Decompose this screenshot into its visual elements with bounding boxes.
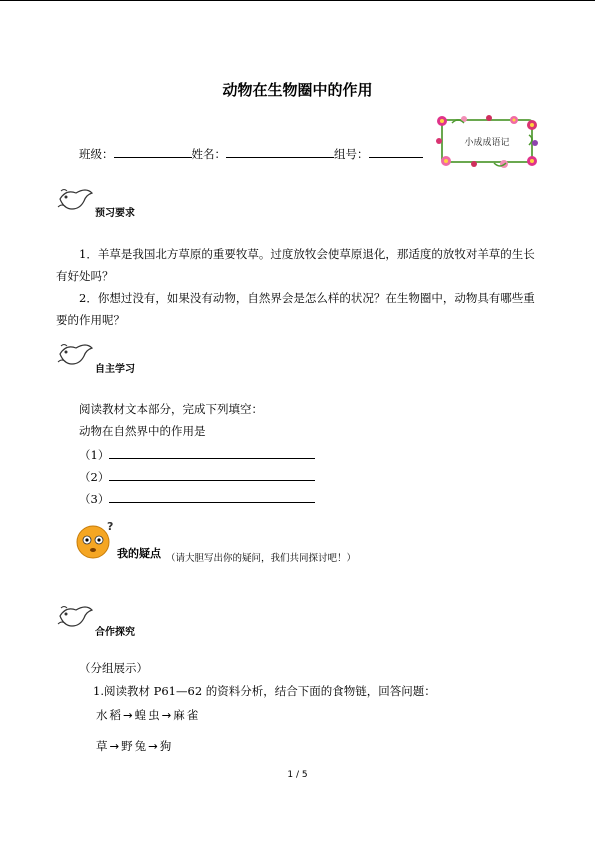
group-label: 组号： [334, 147, 369, 161]
bird-icon [56, 340, 96, 370]
page-title: 动物在生物圈中的作用 [222, 81, 373, 99]
name-label: 姓名： [191, 147, 226, 161]
bird-icon [56, 185, 96, 215]
food-chain-2: 草→野兔→狗 [96, 739, 174, 753]
questions-hint: （请大胆写出你的疑问，我们共同探讨吧！） [166, 553, 357, 564]
preview-item-1: 1．羊草是我国北方草原的重要牧草。过度放牧会使草原退化，那适度的放牧对羊草的生长有好处吗？ [56, 247, 535, 283]
food-chain-1: 水稻→蝗虫→麻雀 [96, 708, 201, 722]
group-show-label: （分组展示） [79, 661, 148, 675]
top-rule [0, 0, 595, 1]
bird-icon [56, 602, 96, 632]
blank-label-1: （1） [79, 448, 110, 462]
section-self-study-title: 自主学习 [95, 364, 135, 375]
badge-text: 小成成语记 [464, 138, 510, 148]
cooperate-task: 1.阅读教材 P61—62 的资料分析，结合下面的食物链，回答问题： [93, 684, 436, 698]
section-questions-title: 我的疑点 [117, 547, 161, 560]
section-cooperate-title: 合作探究 [95, 627, 135, 638]
answer-field-1[interactable] [109, 446, 315, 459]
self-study-prompt: 动物在自然界中的作用是 [79, 424, 206, 438]
flower-frame-badge [434, 113, 540, 169]
blank-line-2 [79, 468, 315, 485]
answer-field-3[interactable] [109, 490, 315, 503]
svg-text:?: ? [107, 520, 114, 533]
thinking-face-icon [73, 520, 115, 562]
blank-line-1 [79, 446, 315, 463]
blank-label-2: （2） [79, 470, 110, 484]
name-field[interactable] [226, 145, 334, 158]
class-field[interactable] [114, 145, 192, 158]
section-preview-title: 预习要求 [95, 208, 135, 219]
page-number: 1 / 5 [287, 770, 308, 780]
preview-item-2: 2．你想过没有，如果没有动物，自然界会是怎么样的状况？在生物圈中，动物具有哪些重要的作用呢？ [56, 291, 535, 327]
class-label: 班级： [79, 147, 114, 161]
answer-field-2[interactable] [109, 468, 315, 481]
self-study-intro: 阅读教材文本部分，完成下列填空： [79, 402, 263, 416]
info-line [79, 145, 423, 162]
blank-label-3: （3） [79, 492, 110, 506]
blank-line-3 [79, 490, 315, 507]
group-field[interactable] [369, 145, 423, 158]
